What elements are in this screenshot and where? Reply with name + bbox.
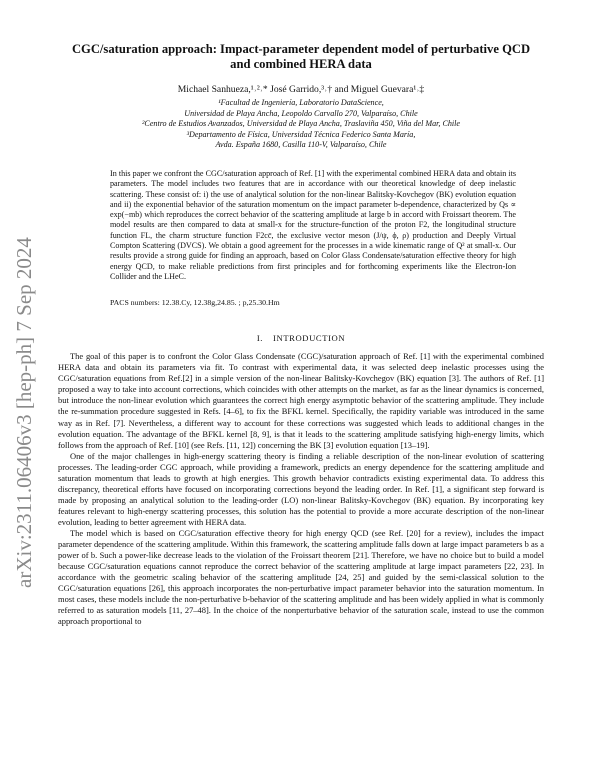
section-number: I. [256, 333, 264, 344]
author-list: Michael Sanhueza,¹˒²˒* José Garrido,³˒† and Miguel Guevara¹˒‡ [177, 84, 425, 95]
section-title: INTRODUCTION [273, 333, 346, 344]
affiliation-line: Universidad de Playa Ancha, Leopoldo Carvallo 270, Valparaíso, Chile [184, 108, 418, 118]
body-paragraph: The model which is based on CGC/saturation effective theory for high energy QCD (see Ref. [20] for a review), includes the impact parameter dependence of the scattering amplitude. Within this framework, the scattering amplitude falls down at large impact parameters b as a power of b. Such a power-like decrease leads to the violation of the Froissart theorem [21]. Therefore, we have no choice but to build a model because CGC/saturation equations cannot reproduce the correct behavior of the scattering amplitude at large impact parameters [22, 23]. In accordance with the geometric scaling behavior of the scattering amplitude [24, 25] and guided by the semi-classical solution to the CGC/saturation equations [26], this approach incorporates the non-perturbative impact parameter behavior into the saturation momentum. In most cases, these models include the non-perturbative b-behavior of the scattering amplitude and has been widely applied in what is commonly referred to as saturation models [11, 27–48]. In the choice of the nonperturbative behavior of the saturation scale, instead to use the common approach proportional to [58, 527, 544, 627]
pacs-numbers: PACS numbers: 12.38.Cy, 12.38g,24.85. ; p,25.30.Hm [110, 298, 280, 308]
affiliation-line: ¹Facultad de Ingeniería, Laboratorio DataScience, [218, 98, 384, 107]
body-text [58, 351, 544, 627]
affiliations [58, 98, 544, 151]
body-paragraph: The goal of this paper is to confront the Color Glass Condensate (CGC)/saturation approach of Ref. [1] with the experimental combined HERA data and obtain its parameters via fit. To contrast with experimental data, it was selected deep inelastic processes using the CGC/saturation equations from Ref.[2] in a simple version of the non-linear Balitsky-Kovchegov (BK) equation [3]. The authors of Ref. [1] proposed a way to take into account corrections, which coincides with other attempts on the market, as far as the linear dynamics is concerned, but introduce the non-linear evolution which guarantees the correct high energy asymptotic behavior of the scattering amplitude. They include the re-summation procedure suggested in Refs. [4–6], to fix the BFKL kernel. Specifically, the rapidity variable was introduced in the same way as in Ref. [7]. Nevertheless, a different way to account for these corrections was suggested which leads to additional changes in the evolution equation. The advantage of the BFKL kernel [8, 9], is that it leads to the scattering amplitude satisfying high-energy limits, which follows from the approach of Ref. [10] (see Refs. [11, 12]) concerning the BK [3] evolution equation [13–19]. [58, 351, 544, 450]
body-paragraph: One of the major challenges in high-energy scattering theory is finding a reliable description of the non-linear evolution of scattering processes. The leading-order CGC approach, while providing a framework, predicts an energy dependence for the scattering amplitude and saturation momentum that leads to growth at high energies. This growth behavior contradicts existing experimental data. To address this discrepancy, theoretical efforts have focused on incorporating corrections beyond the leading order. In Ref. [1], a significant step forward is made by proposing an analytical solution to the leading-order (LO) non-linear Balitsky-Kovchegov (BK) equation. By incorporating key features relevant to high-energy scattering processes, this solution has the potential to provide a more accurate description of the non-linear evolution, leading to better agreement with HERA data. [58, 450, 544, 527]
paper-title: CGC/saturation approach: Impact-parameter dependent model of perturbative QCD and combined HERA data [71, 42, 531, 71]
affiliation-line: Avda. España 1680, Casilla 110-V, Valparaíso, Chile [215, 140, 387, 150]
affiliation-line: ³Departamento de Física, Universidad Técnica Federico Santa María, [186, 129, 416, 139]
paper-page [58, 42, 544, 627]
abstract: In this paper we confront the CGC/saturation approach of Ref. [1] with the experimental combined HERA data and obtain its parameters. The model includes two features that are in accordance with our theoretical knowledge of deep inelastic scattering. These consist of: i) the use of analytical solution for the non-linear Balitsky-Kovchegov (BK) evolution equation and ii) the exponential behavior of the saturation momentum on the impact parameter b-dependence, characterized by Qs ∝ exp(−mb) which reproduces the correct behavior of the scattering amplitude at large b in accord with Froissart theorem. The model results are then compared to data at small-x for the structure-function of the proton F2, the longitudinal structure function FL, the charm structure function F2cc̄, the exclusive vector meson (J/ψ, ϕ, ρ) production and Deeply Virtual Compton Scattering (DVCS). We obtain a good agreement for the processes in a wide kinematic range of Q² at small-x. Our results provide a strong guide for finding an approach, based on Color Glass Condensate/saturation effective theory for high energy QCD, to make reliable predictions from first principles and for forthcoming experiments like the Electron-Ion Collider and the LHeC. [110, 168, 516, 281]
affiliation-line: ²Centro de Estudios Avanzados, Universidad de Playa Ancha, Traslaviña 450, Viña del Mar, Chile [142, 119, 460, 129]
section-heading [58, 333, 544, 343]
arxiv-identifier-stamp [2, 170, 42, 590]
arxiv-identifier-text: arXiv:2311.06406v3 [hep-ph] 7 Sep 2024 [12, 237, 36, 588]
